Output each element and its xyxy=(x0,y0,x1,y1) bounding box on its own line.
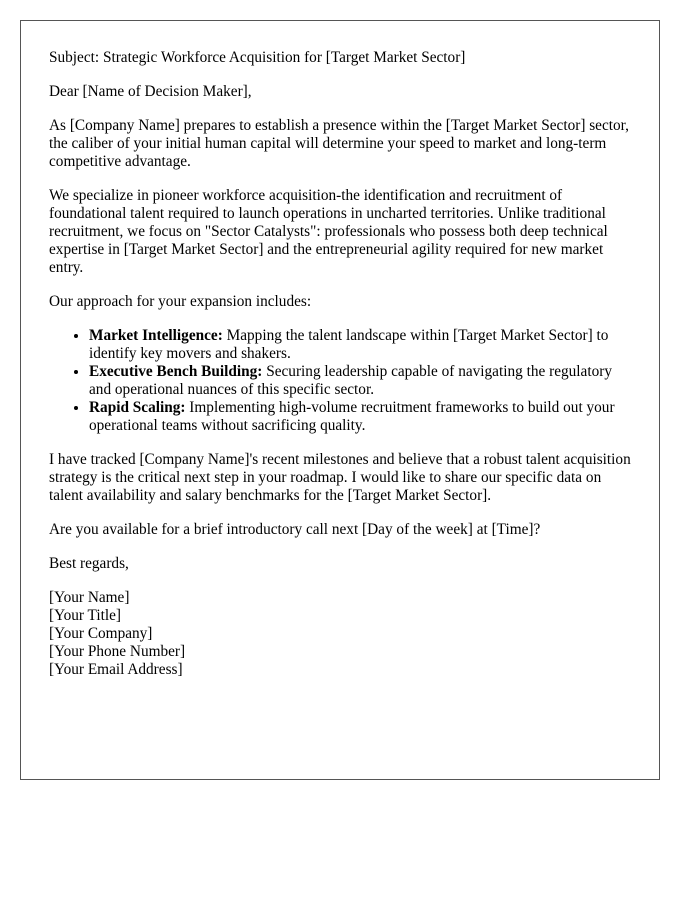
signature-company: [Your Company] xyxy=(49,625,153,642)
signature-title: [Your Title] xyxy=(49,607,121,624)
signature-block xyxy=(49,589,631,679)
letter-page xyxy=(20,20,660,780)
signature-name: [Your Name] xyxy=(49,589,130,606)
signature-email: [Your Email Address] xyxy=(49,661,183,678)
list-item xyxy=(89,363,631,399)
intro-paragraph: As [Company Name] prepares to establish a presence within the [Target Market Sector] sector, the caliber of your initial human capital will determine your speed to market and long-term competitive advantage. xyxy=(49,117,629,170)
services-paragraph: We specialize in pioneer workforce acquisition-the identification and recruitment of foundational talent required to launch operations in uncharted territories. Unlike traditional recruitment, we focus on "Sector Catalysts": professionals who possess both deep technical expertise in [Target Market Sector] and the entrepreneurial agility required for new market entry. xyxy=(49,187,608,276)
list-item-text: Securing leadership capable of navigating the regulatory and operational nuances of this specific sector. xyxy=(89,363,612,398)
list-item-text: Implementing high-volume recruitment frameworks to build out your operational teams without sacrificing quality. xyxy=(89,399,615,434)
sign-off: Best regards, xyxy=(49,555,129,572)
list-item-title: Rapid Scaling: xyxy=(89,399,186,416)
subject-line: Subject: Strategic Workforce Acquisition for [Target Market Sector] xyxy=(49,49,466,66)
greeting: Dear [Name of Decision Maker], xyxy=(49,83,252,100)
milestones-paragraph: I have tracked [Company Name]'s recent milestones and believe that a robust talent acquisition strategy is the critical next step in your roadmap. I would like to share our specific data on talent availability and salary benchmarks for the [Target Market Sector]. xyxy=(49,451,631,504)
list-item-title: Market Intelligence: xyxy=(89,327,223,344)
approach-list xyxy=(49,327,631,435)
approach-intro: Our approach for your expansion includes: xyxy=(49,293,312,310)
list-item-text: Mapping the talent landscape within [Target Market Sector] to identify key movers and shakers. xyxy=(89,327,609,362)
signature-phone: [Your Phone Number] xyxy=(49,643,186,660)
list-item-title: Executive Bench Building: xyxy=(89,363,263,380)
list-item xyxy=(89,327,631,363)
list-item xyxy=(89,399,631,435)
call-request-paragraph: Are you available for a brief introductory call next [Day of the week] at [Time]? xyxy=(49,521,541,538)
